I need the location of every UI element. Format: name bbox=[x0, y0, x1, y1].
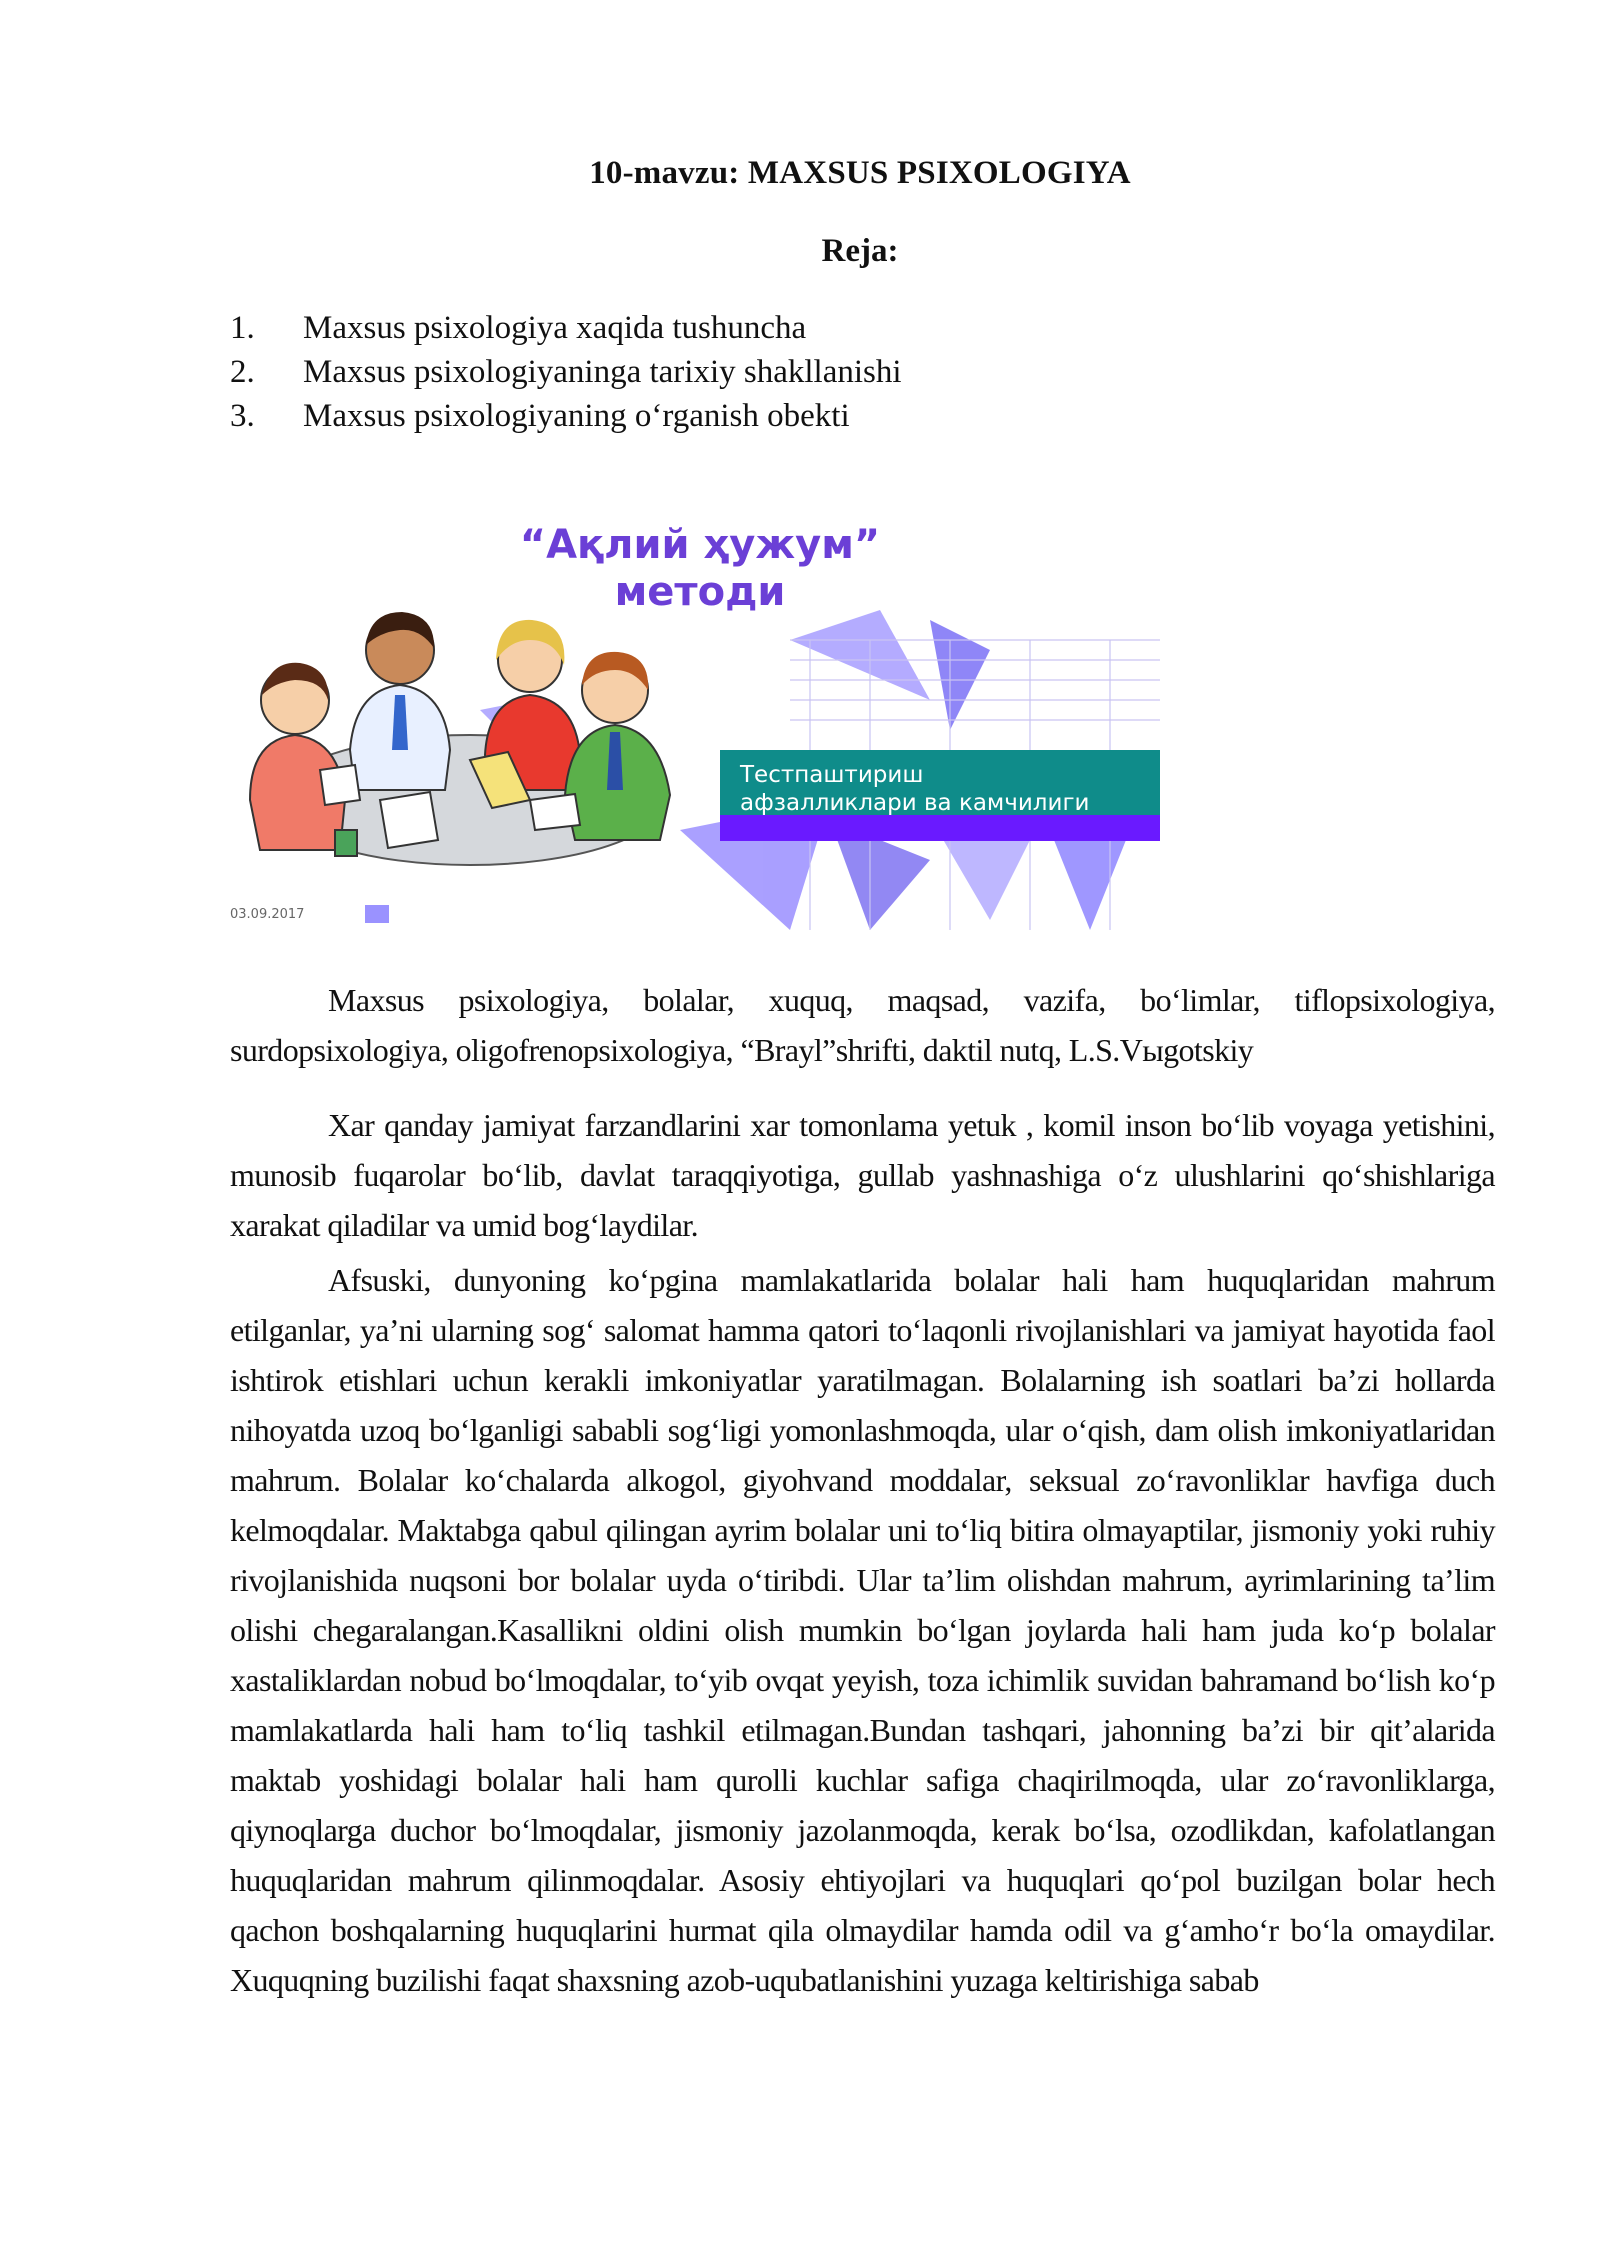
plan-list bbox=[230, 306, 902, 438]
meeting-illustration bbox=[250, 612, 670, 865]
plan-item-number: 2. bbox=[230, 354, 255, 390]
plan-item-text: Maxsus psixologiyaninga tarixiy shakllanishi bbox=[303, 354, 902, 390]
page-title: 10-mavzu: MAXSUS PSIXOLOGIYA bbox=[589, 155, 1131, 191]
slide-date: 03.09.2017 bbox=[230, 907, 305, 922]
slide-banner-bar bbox=[720, 815, 1160, 841]
plan-item-number: 3. bbox=[230, 398, 255, 434]
keywords-paragraph: Maxsus psixologiya, bolalar, xuquq, maqsad, vazifa, bo‘limlar, tiflopsixologiya, surdopsixologiya, oligofrenopsixologiya, “Brayl”shrifti, daktil nutq, L.S.Vыgotskiy bbox=[230, 982, 1495, 1068]
slide-heading-line2: методи bbox=[614, 569, 786, 615]
plan-item bbox=[230, 394, 902, 438]
brainstorm-slide-image bbox=[230, 500, 1170, 940]
person-right bbox=[565, 652, 670, 840]
slide-banner-line2: афзалликлари ва камчилиги bbox=[740, 790, 1090, 816]
plan-item-number: 1. bbox=[230, 310, 255, 346]
paper-icon bbox=[380, 792, 438, 848]
plan-item bbox=[230, 306, 902, 350]
slide-heading-line1: “Ақлий ҳужум” bbox=[519, 522, 881, 568]
person-center-left bbox=[350, 612, 450, 790]
slide-banner-line1: Тестпаштириш bbox=[740, 762, 924, 788]
paper-icon bbox=[530, 794, 580, 830]
paper-icon bbox=[320, 765, 360, 805]
body-paragraph: Xar qanday jamiyat farzandlarini xar tomonlama yetuk , komil inson bo‘lib voyaga yetishini, munosib fuqarolar bo‘lib, davlat taraqqiyotiga, gullab yashnashiga o‘z ulushlarini qo‘shishlariga xarakat qiladilar va umid bog‘laydilar. bbox=[230, 1107, 1495, 1243]
plan-item-text: Maxsus psixologiya xaqida tushuncha bbox=[303, 310, 807, 346]
body-paragraph: Afsuski, dunyoning ko‘pgina mamlakatlarida bolalar hali ham huquqlaridan mahrum etilganlar, ya’ni ularning sog‘ salomat hamma qatori to‘laqonli rivojlanishlari va jamiyat hayotida faol ishtirok etishlari uchun kerakli imkoniyatlar yaratilmagan. Bolalarning ish soatlari ba’zi hollarda nihoyatda uzoq bo‘lganligi sababli sog‘ligi yomonlashmoqda, ular o‘qish, dam olish imkoniyatlaridan mahrum. Bolalar ko‘chalarda alkogol, giyohvand moddalar, seksual zo‘ravonliklar havfiga duch kelmoqdalar. Maktabga qabul qilingan ayrim bolalar uni to‘liq bitira olmayaptilar, jismoniy yoki ruhiy rivojlanishida nuqsoni bor bolalar uyda o‘tiribdi. Ular ta’lim olishdan mahrum, ayrimlarining ta’lim olishi chegaralangan.Kasallikni oldini olish mumkin bo‘lgan joylarda hali ham juda ko‘p bolalar xastaliklardan nobud bo‘lmoqdalar, to‘yib ovqat yeyish, toza ichimlik suvidan bahramand bo‘lish ko‘p mamlakatlarda hali ham to‘liq tashkil etilmagan.Bundan tashqari, jahonning ba’zi bir qit’alarida maktab yoshidagi bolalar hali ham qurolli kuchlar safiga chaqirilmoqda, ular zo‘ravonliklarga, qiynoqlarga duchor bo‘lmoqdalar, jismoniy jazolanmoqda, kerak bo‘lsa, ozodlikdan, kafolatlangan huquqlaridan mahrum qilinmoqdalar. Asosiy ehtiyojlari va huquqlari qo‘pol buzilgan bolar hech qachon boshqalarning huquqlarini hurmat qila olmaydilar hamda odil va g‘amho‘r bo‘la omaydilar. Xuquqning buzilishi faqat shaxsning azob-uqubatlanishini yuzaga keltirishiga sabab bbox=[230, 1262, 1495, 1998]
slide-page-marker bbox=[365, 905, 389, 923]
plan-heading: Reja: bbox=[821, 233, 899, 269]
plan-item-text: Maxsus psixologiyaning o‘rganish obekti bbox=[303, 398, 850, 434]
plan-item bbox=[230, 350, 902, 394]
